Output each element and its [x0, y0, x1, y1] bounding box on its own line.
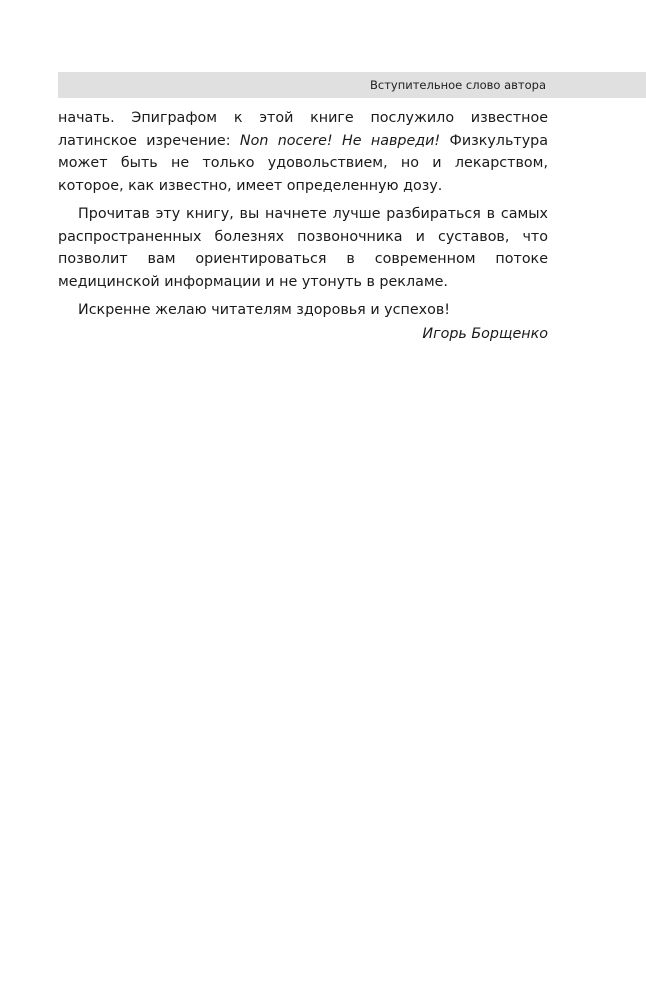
paragraph-1-part-2: Физкультура может быть не только удовольствием, но и лекарством, которое, как известно, имеет определенную дозу.: [58, 132, 548, 194]
paragraph-2: Прочитав эту книгу, вы начнете лучше разбираться в самых распространенных болезнях позвоночника и суставов, что позволит вам ориентироваться в современном потоке медицинской информации и не утонуть в рекламе.: [58, 206, 548, 290]
latin-epigraph: Non nocere! Не навреди!: [239, 132, 441, 149]
running-header-title: Вступительное слово автора: [370, 78, 546, 92]
paragraph-continuation: [58, 107, 548, 197]
body-text: [58, 107, 548, 345]
running-header: [58, 72, 646, 98]
author-signature: Игорь Борщенко: [422, 325, 548, 342]
paragraph-1-part-1: начать. Эпиграфом к этой книге послужило известное латинское изречение:: [58, 110, 548, 149]
paragraph-3: Искренне желаю читателям здоровья и успехов!: [78, 302, 450, 318]
